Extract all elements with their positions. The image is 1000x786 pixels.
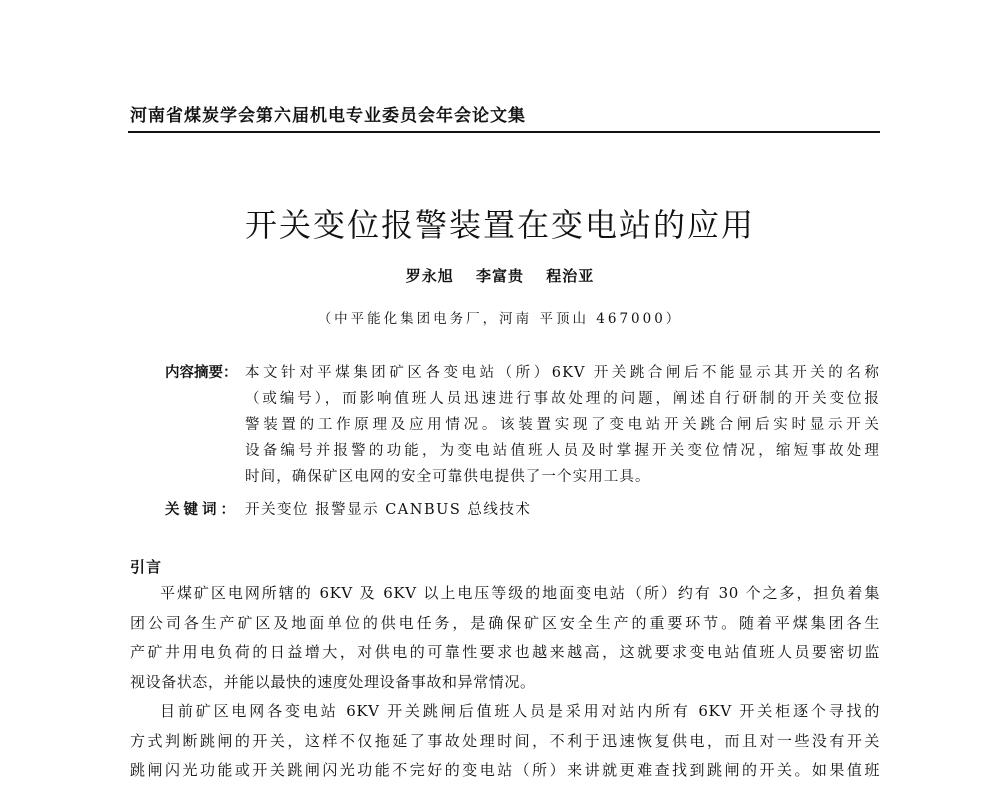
- keywords-value: 开关变位 报警显示 CANBUS 总线技术: [245, 502, 532, 518]
- body-line: 视设备状态，并能以最快的速度处理设备事故和异常情况。: [130, 672, 536, 691]
- running-header: 河南省煤炭学会第六届机电专业委员会年会论文集: [130, 106, 526, 126]
- body-text: [130, 579, 880, 786]
- abstract-line: 设备编号并报警的功能，为变电站值班人员及时掌握开关变位情况，缩短事故处理: [245, 443, 880, 459]
- abstract-line: （或编号），而影响值班人员迅速进行事故处理的问题，阐述自行研制的开关变位报: [245, 391, 880, 407]
- body-line: 平煤矿区电网所辖的 6KV 及 6KV 以上电压等级的地面变电站（所）约有 30 个之多，担负着集: [160, 584, 880, 602]
- body-line: 方式判断跳闸的开关，这样不仅拖延了事故处理时间，不利于迅速恢复供电，而且对一些没有开关: [130, 731, 880, 750]
- body-line: 目前矿区电网各变电站 6KV 开关跳闸后值班人员是采用对站内所有 6KV 开关柜逐个寻找的: [160, 702, 880, 720]
- body-line: 团公司各生产矿区及地面单位的供电任务，是确保矿区安全生产的重要环节。随着平煤集团各生: [130, 613, 880, 632]
- abstract-line: 警装置的工作原理及应用情况。该装置实现了变电站开关跳合闸后实时显示开关: [245, 417, 880, 433]
- keywords-block: [165, 497, 880, 523]
- author-affiliation: （中平能化集团电务厂，河南 平顶山 467000）: [317, 311, 683, 327]
- abstract-line: 时间，确保矿区电网的安全可靠供电提供了一个实用工具。: [245, 469, 651, 485]
- body-line: 产矿井用电负荷的日益增大，对供电的可靠性要求也越来越高，这就要求变电站值班人员要密切监: [130, 643, 880, 661]
- author-list: 罗永旭 李富贵 程治亚: [405, 267, 595, 285]
- paper-title: 开关变位报警装置在变电站的应用: [244, 206, 755, 244]
- abstract-label: 内容摘要：: [165, 365, 238, 381]
- abstract-block: [165, 360, 880, 490]
- section-heading: 引言: [130, 558, 163, 576]
- abstract-line: 本文针对平煤集团矿区各变电站（所）6KV 开关跳合闸后不能显示其开关的名称: [245, 365, 880, 381]
- body-line: 跳闸闪光功能或开关跳闸闪光功能不完好的变电站（所）来讲就更难查找到跳闸的开关。如果值班: [130, 761, 880, 779]
- keywords-label: 关键词：: [165, 502, 239, 518]
- header-rule: [128, 131, 880, 133]
